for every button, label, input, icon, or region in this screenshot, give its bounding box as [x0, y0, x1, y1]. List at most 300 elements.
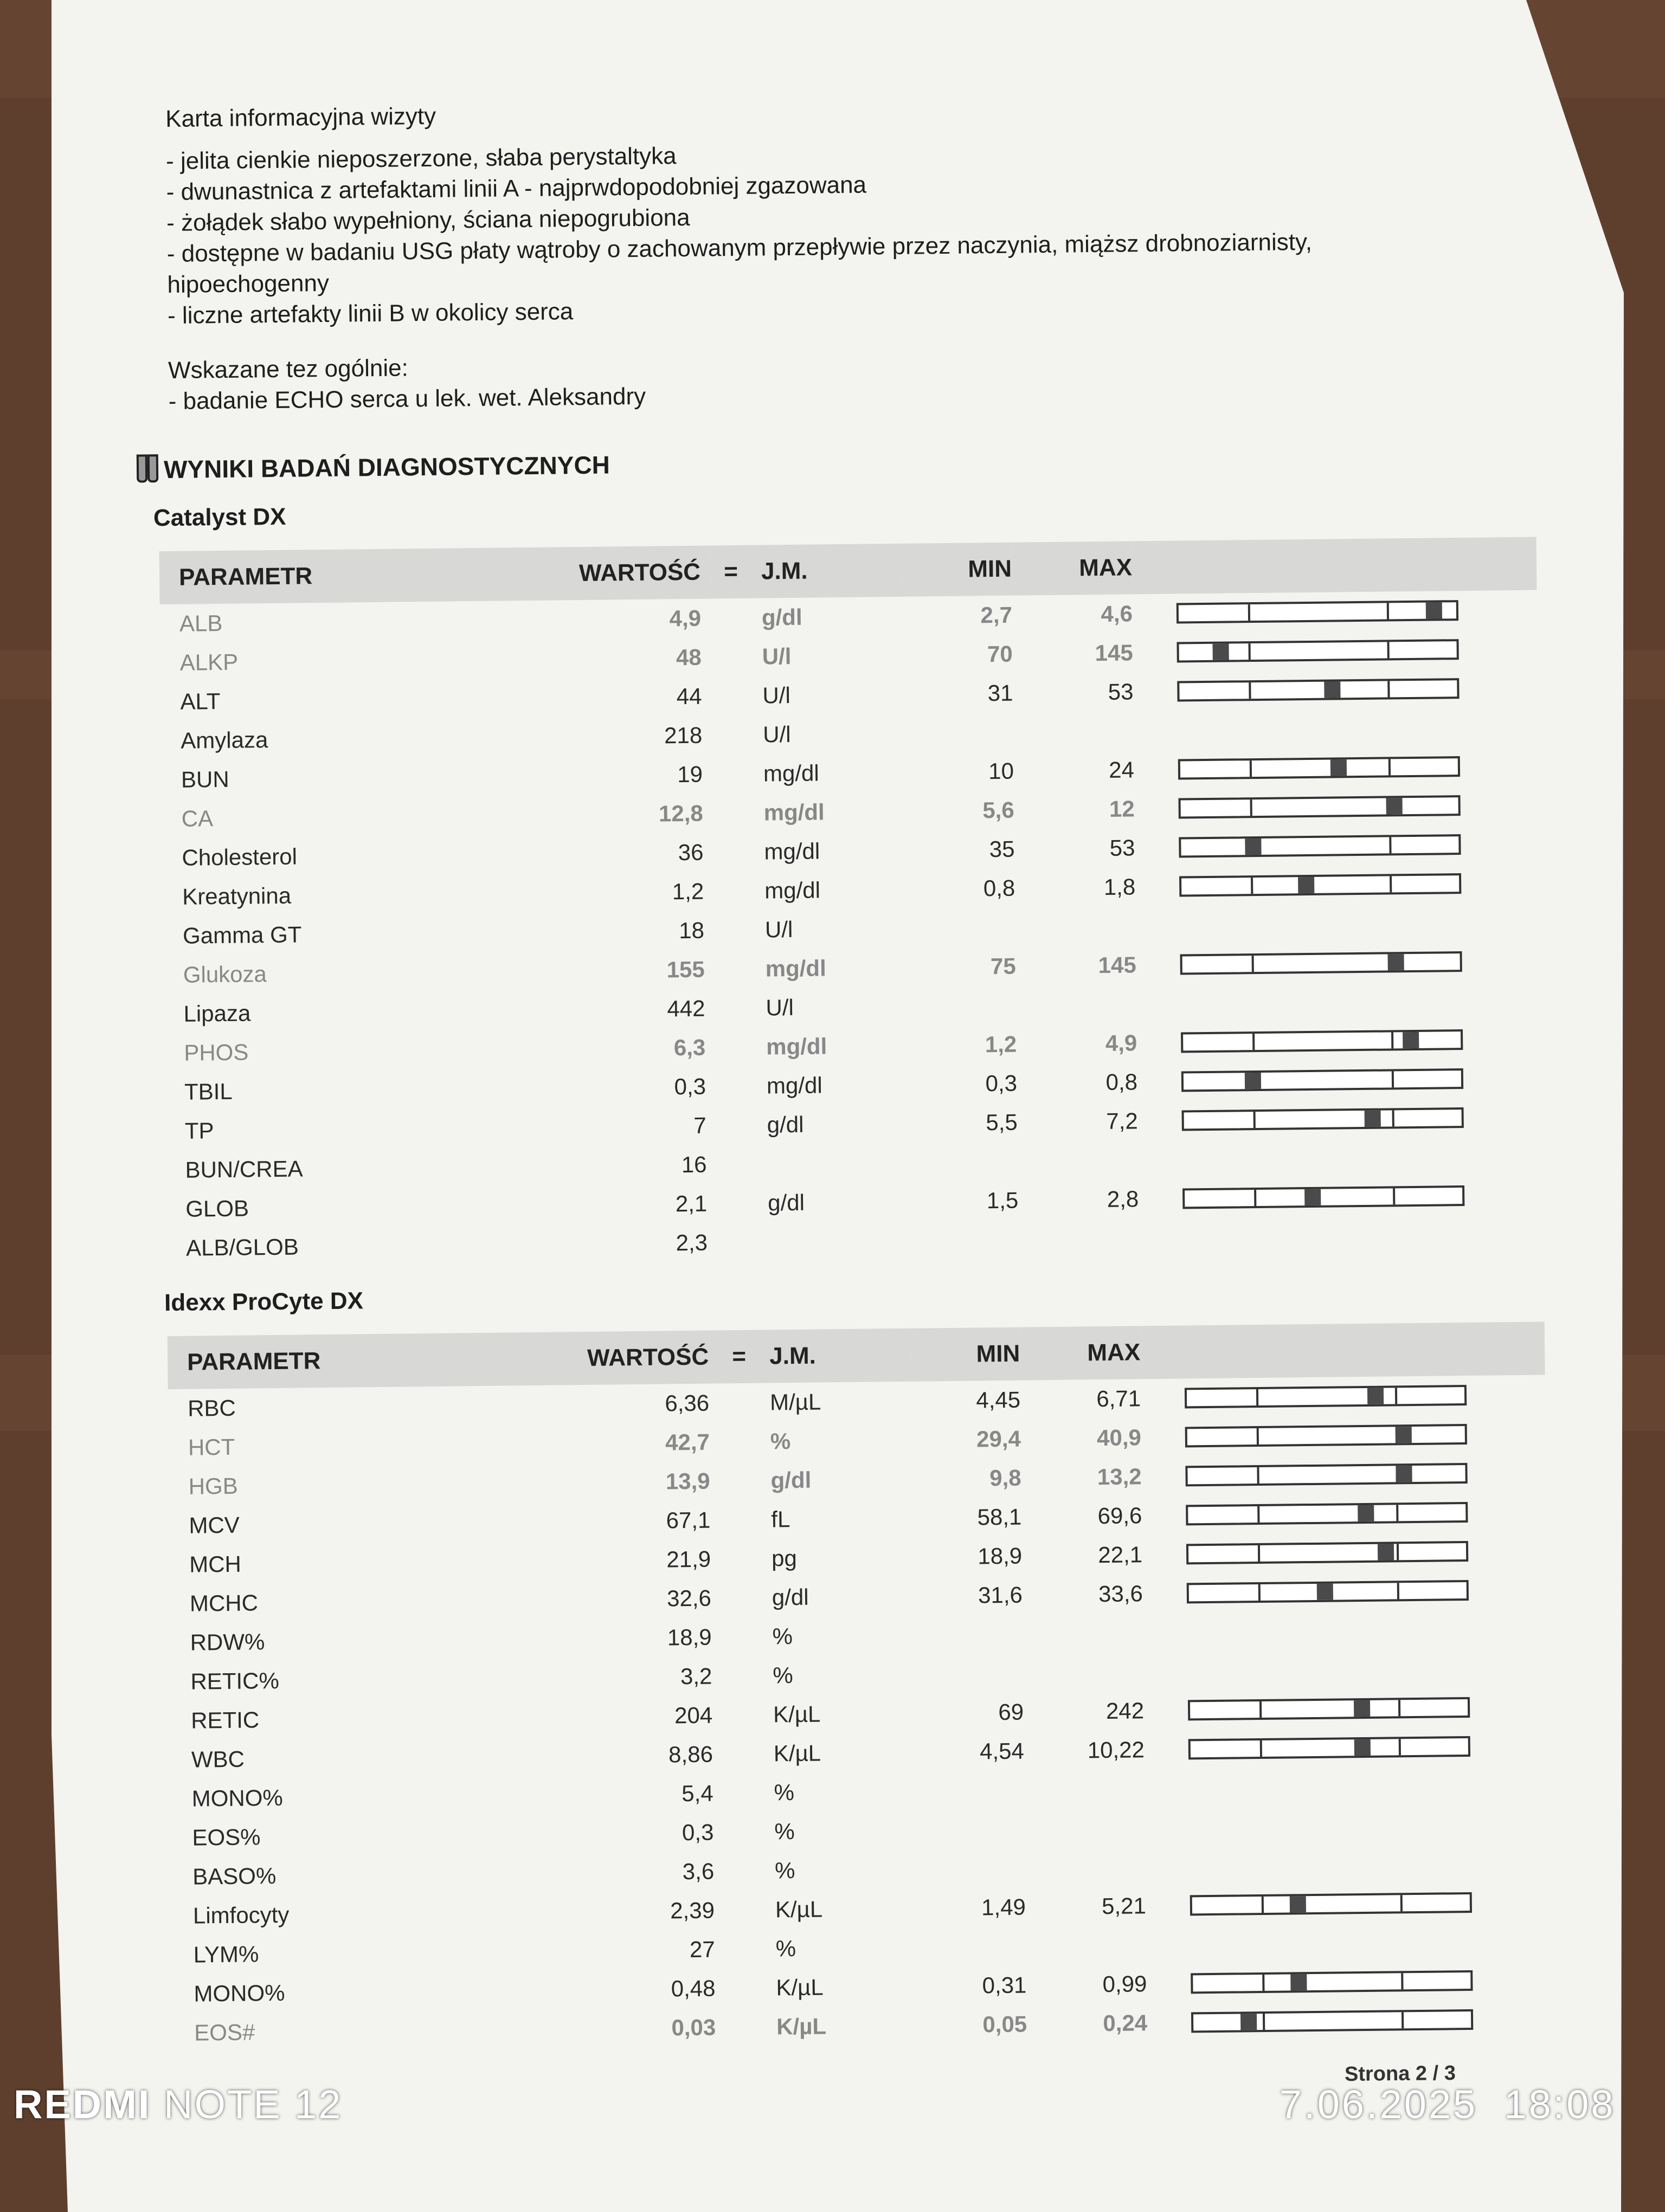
param-unit: U/l — [764, 916, 793, 943]
param-max — [1025, 1769, 1146, 1809]
col-min-header: MIN — [911, 1327, 1021, 1382]
param-unit: pg — [771, 1545, 798, 1571]
param-value: 27 — [689, 1936, 715, 1963]
range-bar-marker — [1354, 1739, 1371, 1756]
param-max: 12 — [1109, 796, 1135, 822]
param-max: 4,6 — [1101, 601, 1133, 627]
param-max: 1,8 — [1103, 874, 1136, 900]
test-tubes-icon — [137, 456, 159, 482]
param-unit: g/dl — [770, 1467, 812, 1493]
param-unit: g/dl — [761, 604, 802, 630]
range-bar-cell — [1136, 863, 1540, 907]
range-bar-cell — [1133, 629, 1538, 673]
param-max — [1026, 1925, 1147, 1965]
range-bar-cell — [1136, 902, 1541, 946]
param-min: 9,8 — [989, 1465, 1021, 1491]
range-bar-marker — [1304, 1189, 1321, 1205]
range-bar-tick — [1401, 1973, 1403, 1989]
eq-cell — [724, 1734, 763, 1774]
param-value: 6,36 — [665, 1390, 710, 1416]
param-max: 0,99 — [1102, 1971, 1147, 1997]
param-unit: g/dl — [772, 1584, 809, 1610]
param-value: 13,9 — [665, 1468, 710, 1494]
range-bar-cell — [1147, 1921, 1551, 1964]
range-bar-marker — [1290, 1974, 1307, 1990]
range-bar — [1180, 951, 1462, 975]
param-unit: mg/dl — [765, 955, 826, 982]
param-unit — [756, 1143, 909, 1184]
eq-cell — [715, 911, 755, 950]
param-name: WBC — [191, 1746, 245, 1772]
range-bar-cell — [1137, 981, 1541, 1024]
range-bar-tick — [1260, 1740, 1262, 1757]
range-bar-tick — [1248, 643, 1250, 660]
param-max — [1016, 906, 1137, 946]
range-bar-tick — [1391, 1032, 1393, 1048]
range-bar-marker — [1386, 798, 1403, 814]
param-max: 22,1 — [1098, 1542, 1143, 1568]
param-min: 75 — [990, 953, 1016, 979]
param-unit: % — [774, 1858, 795, 1884]
param-unit: U/l — [762, 682, 791, 708]
results-table — [168, 1321, 1552, 2053]
param-min: 0,31 — [982, 1972, 1027, 1998]
range-bar-tick — [1257, 1506, 1259, 1523]
param-name: HCT — [188, 1434, 235, 1460]
range-bar-tick — [1251, 878, 1253, 894]
range-bar-marker — [1388, 954, 1404, 970]
col-value-header: WARTOŚĆ — [578, 1330, 720, 1385]
range-bar-cell — [1148, 1999, 1552, 2042]
eq-cell — [722, 1539, 761, 1579]
param-value: 8,86 — [668, 1741, 713, 1768]
param-max — [1019, 1218, 1140, 1259]
param-name: Kreatynina — [182, 882, 292, 910]
range-bar — [1185, 1385, 1467, 1408]
param-unit: U/l — [762, 643, 792, 669]
param-unit: % — [772, 1623, 793, 1649]
col-max-header: MAX — [1012, 541, 1133, 595]
eq-cell — [715, 950, 755, 989]
note-line: - dostępne w badaniu USG płaty wątroby o zachowanym przepływie przez naczynia, miąższ drobnoziarnisty, — [166, 228, 1313, 267]
brand-model: NOTE 12 — [164, 2082, 343, 2127]
param-max — [1025, 1808, 1146, 1848]
range-bar-cell — [1141, 1375, 1546, 1418]
range-bar-marker — [1240, 2014, 1257, 2030]
col-min-header: MIN — [903, 543, 1013, 597]
param-max — [1023, 1613, 1144, 1653]
results-table — [159, 537, 1544, 1268]
param-name: RETIC% — [190, 1667, 280, 1694]
range-bar-marker — [1365, 1111, 1381, 1127]
range-bar-tick — [1395, 1388, 1397, 1404]
col-unit-header: J.M. — [758, 1329, 911, 1383]
param-name: BASO% — [192, 1863, 277, 1889]
param-name: HGB — [188, 1473, 238, 1499]
param-unit — [757, 1221, 910, 1262]
param-name: ALB — [179, 610, 223, 636]
param-name: Lipaza — [183, 1000, 251, 1027]
param-unit: g/dl — [768, 1189, 805, 1216]
param-value: 21,9 — [666, 1546, 711, 1572]
range-bar-cell — [1138, 1059, 1542, 1102]
param-value: 3,6 — [682, 1858, 715, 1885]
range-bar-tick — [1387, 642, 1389, 658]
param-min — [916, 1849, 1026, 1889]
note-line: hipoechogenny — [167, 269, 330, 298]
range-bar-tick — [1389, 837, 1391, 853]
param-max: 4,9 — [1105, 1030, 1137, 1056]
param-name: GLOB — [185, 1195, 249, 1222]
param-min: 5,5 — [986, 1109, 1018, 1136]
param-max: 5,21 — [1101, 1893, 1147, 1919]
param-name: BUN/CREA — [185, 1156, 303, 1183]
param-name: TBIL — [184, 1078, 233, 1105]
param-name: ALKP — [179, 649, 239, 675]
range-bar-tick — [1249, 682, 1251, 699]
range-bar-cell — [1145, 1687, 1549, 1730]
range-bar-cell — [1139, 1137, 1543, 1180]
range-bar-tick — [1256, 1389, 1258, 1405]
col-value-header: WARTOŚĆ — [570, 546, 712, 601]
param-value: 44 — [676, 683, 702, 710]
range-bar-cell — [1134, 707, 1539, 751]
range-bar-marker — [1367, 1388, 1384, 1404]
param-name: LYM% — [193, 1941, 259, 1968]
document-content — [153, 91, 1622, 2053]
range-bar-marker — [1403, 1032, 1419, 1048]
param-value: 5,4 — [682, 1780, 713, 1807]
param-value: 18 — [679, 917, 705, 944]
param-max — [1014, 711, 1135, 751]
param-value: 0,3 — [682, 1819, 714, 1846]
param-value: 32,6 — [666, 1585, 712, 1611]
param-unit: mg/dl — [766, 1072, 822, 1099]
col-param-header: PARAMETR — [159, 547, 570, 604]
range-bar-marker — [1245, 839, 1261, 855]
param-max: 40,9 — [1096, 1424, 1142, 1451]
eq-cell — [713, 754, 753, 794]
range-bar-cell — [1143, 1570, 1547, 1613]
range-bar-tick — [1257, 1428, 1259, 1444]
param-max: 2,8 — [1107, 1186, 1139, 1212]
range-bar — [1177, 639, 1458, 662]
range-bar — [1182, 1185, 1464, 1209]
param-value: 3,2 — [680, 1663, 712, 1689]
param-unit: % — [775, 1936, 796, 1962]
range-bar-marker — [1289, 1896, 1306, 1912]
note-line: - liczne artefakty linii B w okolicy serca — [167, 298, 574, 329]
range-bar-cell — [1147, 1882, 1551, 1925]
param-name: RDW% — [190, 1629, 265, 1655]
range-bar-marker — [1317, 1584, 1333, 1600]
eq-cell — [716, 1028, 756, 1067]
range-bar-tick — [1390, 876, 1392, 892]
param-min — [915, 1771, 1025, 1811]
range-bar — [1188, 1697, 1470, 1720]
param-name: CA — [181, 805, 214, 831]
param-max: 69,6 — [1097, 1502, 1142, 1529]
param-max: 33,6 — [1098, 1581, 1143, 1607]
param-value: 18,9 — [667, 1624, 712, 1650]
param-name: ALB/GLOB — [185, 1234, 299, 1261]
param-min: 69 — [998, 1699, 1024, 1725]
param-value: 7 — [693, 1112, 706, 1138]
range-bar — [1177, 678, 1459, 701]
param-min: 2,7 — [980, 602, 1013, 628]
param-name: MONO% — [194, 1979, 285, 2007]
eq-cell — [725, 1891, 765, 1930]
range-bar-cell — [1146, 1804, 1550, 1847]
range-bar-tick — [1399, 1739, 1401, 1755]
eq-cell — [718, 1223, 758, 1262]
param-value: 4,9 — [669, 605, 702, 631]
param-min: 31,6 — [978, 1582, 1023, 1608]
param-min: 31 — [987, 680, 1013, 706]
param-value: 6,3 — [673, 1034, 706, 1061]
range-bar-tick — [1262, 1975, 1264, 1991]
range-bar-cell — [1135, 785, 1539, 829]
col-bar-header — [1133, 537, 1537, 595]
param-max: 7,2 — [1106, 1108, 1138, 1134]
brand-bold: REDMI — [14, 2082, 151, 2127]
eq-cell — [727, 2008, 766, 2047]
param-value: 218 — [664, 722, 703, 749]
camera-watermark-brand — [14, 2081, 342, 2127]
range-bar-cell — [1144, 1648, 1548, 1691]
param-min — [917, 1927, 1027, 1967]
param-name: Cholesterol — [182, 843, 298, 870]
param-name: Gamma GT — [182, 921, 302, 949]
param-value: 0,03 — [671, 2014, 716, 2041]
eq-cell — [718, 1184, 757, 1223]
range-bar-marker — [1330, 759, 1347, 776]
range-bar-tick — [1259, 1701, 1262, 1718]
range-bar-cell — [1133, 590, 1538, 634]
col-max-header: MAX — [1020, 1326, 1141, 1380]
range-bar-marker — [1245, 1073, 1261, 1089]
note-line: - żołądek słabo wypełniony, ściana niepogrubiona — [166, 204, 690, 236]
param-value: 42,7 — [665, 1429, 710, 1455]
param-unit: g/dl — [767, 1111, 804, 1138]
range-bar — [1188, 1736, 1470, 1759]
range-bar — [1186, 1541, 1468, 1564]
range-bar-tick — [1248, 604, 1250, 621]
param-name: Glukoza — [183, 961, 267, 988]
eq-cell — [723, 1656, 762, 1696]
range-bar-cell — [1141, 1414, 1546, 1457]
param-max: 0,8 — [1105, 1069, 1138, 1095]
param-value: 16 — [681, 1151, 707, 1178]
note-line: - dwunastnica z artefaktami linii A - najprwdopodobniej zgazowana — [166, 171, 867, 205]
param-min — [916, 1810, 1026, 1850]
range-bar-cell — [1143, 1609, 1548, 1652]
param-max: 53 — [1108, 679, 1134, 705]
param-max — [1024, 1652, 1145, 1692]
range-bar-marker — [1354, 1700, 1370, 1717]
param-unit: U/l — [766, 994, 794, 1021]
param-unit: % — [773, 1662, 793, 1688]
eq-cell — [725, 1930, 765, 1969]
param-min — [907, 986, 1017, 1026]
range-bar-cell — [1135, 824, 1540, 868]
param-min: 1,2 — [985, 1031, 1017, 1057]
param-min — [914, 1654, 1024, 1694]
param-min: 58,1 — [977, 1504, 1022, 1530]
range-bar-tick — [1387, 681, 1390, 697]
param-name: RETIC — [190, 1707, 260, 1733]
table-body — [160, 590, 1544, 1268]
eq-cell — [717, 1067, 756, 1106]
param-value: 1,2 — [672, 878, 704, 905]
param-name: TP — [184, 1118, 214, 1144]
range-bar-tick — [1402, 2012, 1404, 2028]
param-min — [914, 1615, 1024, 1655]
eq-cell — [722, 1617, 762, 1657]
analyzer-title: Idexx ProCyte DX — [164, 1287, 364, 1317]
param-unit: K/µL — [773, 1740, 821, 1766]
param-value: 0,3 — [674, 1073, 706, 1100]
range-bar-tick — [1393, 1188, 1395, 1204]
eq-cell — [714, 833, 754, 872]
col-eq-header: = — [719, 1330, 759, 1384]
param-name: EOS% — [192, 1824, 261, 1850]
param-name: Amylaza — [181, 727, 268, 753]
param-name: MCH — [189, 1551, 242, 1577]
results-title: WYNIKI BADAŃ DIAGNOSTYCZNYCH — [163, 450, 610, 484]
range-bar-tick — [1254, 1190, 1256, 1206]
param-max: 10,22 — [1087, 1737, 1145, 1763]
param-unit: mg/dl — [766, 1033, 827, 1060]
param-name: RBC — [187, 1395, 236, 1421]
range-bar-cell — [1139, 1176, 1544, 1219]
range-bar-cell — [1143, 1531, 1547, 1574]
range-bar-cell — [1142, 1492, 1547, 1535]
range-bar — [1185, 1463, 1467, 1486]
param-max: 6,71 — [1096, 1385, 1141, 1412]
range-bar — [1178, 756, 1460, 779]
param-unit: mg/dl — [764, 877, 821, 904]
param-name: BUN — [181, 766, 229, 792]
param-max: 145 — [1098, 952, 1136, 978]
range-bar-marker — [1377, 1544, 1393, 1560]
range-bar — [1186, 1502, 1468, 1525]
photo-date: 7.06.2025 — [1280, 2082, 1478, 2127]
range-bar-tick — [1397, 1544, 1399, 1560]
param-min — [907, 908, 1017, 948]
range-bar — [1178, 795, 1460, 818]
range-bar-tick — [1252, 956, 1254, 972]
range-bar-cell — [1146, 1843, 1551, 1886]
range-bar-tick — [1400, 1895, 1403, 1911]
range-bar-tick — [1250, 760, 1252, 777]
param-name: ALT — [180, 688, 221, 714]
param-max: 24 — [1108, 757, 1135, 783]
range-bar-cell — [1137, 1020, 1542, 1063]
eq-cell — [716, 989, 755, 1028]
eq-cell — [713, 794, 753, 833]
range-bar — [1185, 1424, 1467, 1447]
eq-cell — [726, 1969, 766, 2008]
results-section-title — [137, 440, 1606, 484]
range-bar-tick — [1258, 1545, 1260, 1562]
param-min: 70 — [987, 641, 1013, 667]
eq-cell — [723, 1695, 763, 1735]
page-number: Strona 2 / 3 — [1344, 2061, 1456, 2086]
param-name: MONO% — [191, 1784, 283, 1811]
range-bar — [1191, 2009, 1473, 2033]
recommend-line: - badanie ECHO serca u lek. wet. Aleksandry — [168, 383, 646, 415]
range-bar — [1181, 1029, 1463, 1053]
range-bar-cell — [1138, 1098, 1542, 1141]
eq-cell — [720, 1383, 760, 1423]
param-value: 2,39 — [670, 1897, 715, 1924]
param-min: 5,6 — [982, 797, 1014, 823]
param-min: 18,9 — [978, 1543, 1023, 1569]
eq-cell — [722, 1578, 762, 1618]
visit-card-title: Karta informacyjna wizyty — [165, 102, 436, 132]
param-unit: % — [774, 1818, 795, 1845]
range-bar — [1187, 1580, 1469, 1603]
range-bar — [1179, 834, 1461, 857]
param-value: 204 — [674, 1702, 713, 1729]
param-min: 10 — [988, 758, 1014, 784]
param-value: 48 — [676, 644, 702, 670]
param-value: 0,48 — [671, 1975, 716, 2002]
range-bar-marker — [1358, 1505, 1374, 1521]
param-name: EOS# — [194, 2019, 255, 2046]
col-param-header: PARAMETR — [168, 1332, 578, 1389]
eq-cell — [713, 715, 753, 755]
param-min: 1,5 — [986, 1187, 1019, 1214]
param-name: MCHC — [189, 1590, 259, 1616]
param-value: 12,8 — [658, 800, 703, 827]
param-max — [1026, 1847, 1147, 1887]
range-bar-tick — [1397, 1583, 1399, 1599]
photo-time: 18:08 — [1504, 2082, 1616, 2127]
range-bar — [1191, 1970, 1473, 1994]
param-unit: % — [774, 1779, 795, 1805]
param-max: 242 — [1105, 1698, 1145, 1724]
range-bar-cell — [1145, 1765, 1550, 1808]
range-bar-marker — [1298, 877, 1314, 893]
param-min: 29,4 — [976, 1426, 1021, 1452]
eq-cell — [725, 1852, 764, 1891]
param-min: 4,54 — [979, 1738, 1025, 1764]
param-unit: U/l — [762, 721, 791, 747]
range-bar-cell — [1147, 1960, 1552, 2003]
recommend-title: Wskazane tez ogólnie: — [168, 354, 409, 384]
param-unit: K/µL — [775, 1896, 823, 1923]
param-min: 0,3 — [985, 1070, 1018, 1097]
range-bar-cell — [1135, 746, 1539, 790]
param-unit: K/µL — [776, 1974, 824, 2001]
param-unit: % — [770, 1428, 791, 1454]
param-unit: mg/dl — [763, 760, 819, 786]
range-bar-marker — [1324, 681, 1340, 698]
range-bar-tick — [1257, 1467, 1259, 1484]
analyzer-title: Catalyst DX — [153, 503, 286, 532]
param-min — [910, 1220, 1020, 1260]
range-bar-tick — [1392, 1110, 1394, 1126]
param-max: 13,2 — [1097, 1463, 1142, 1490]
range-bar-cell — [1145, 1726, 1549, 1769]
range-bar — [1181, 1068, 1463, 1092]
eq-cell — [721, 1500, 761, 1540]
param-max — [1018, 1140, 1139, 1181]
note-line: - jelita cienkie nieposzerzone, słaba perystaltyka — [165, 143, 677, 175]
param-max: 53 — [1109, 835, 1135, 861]
